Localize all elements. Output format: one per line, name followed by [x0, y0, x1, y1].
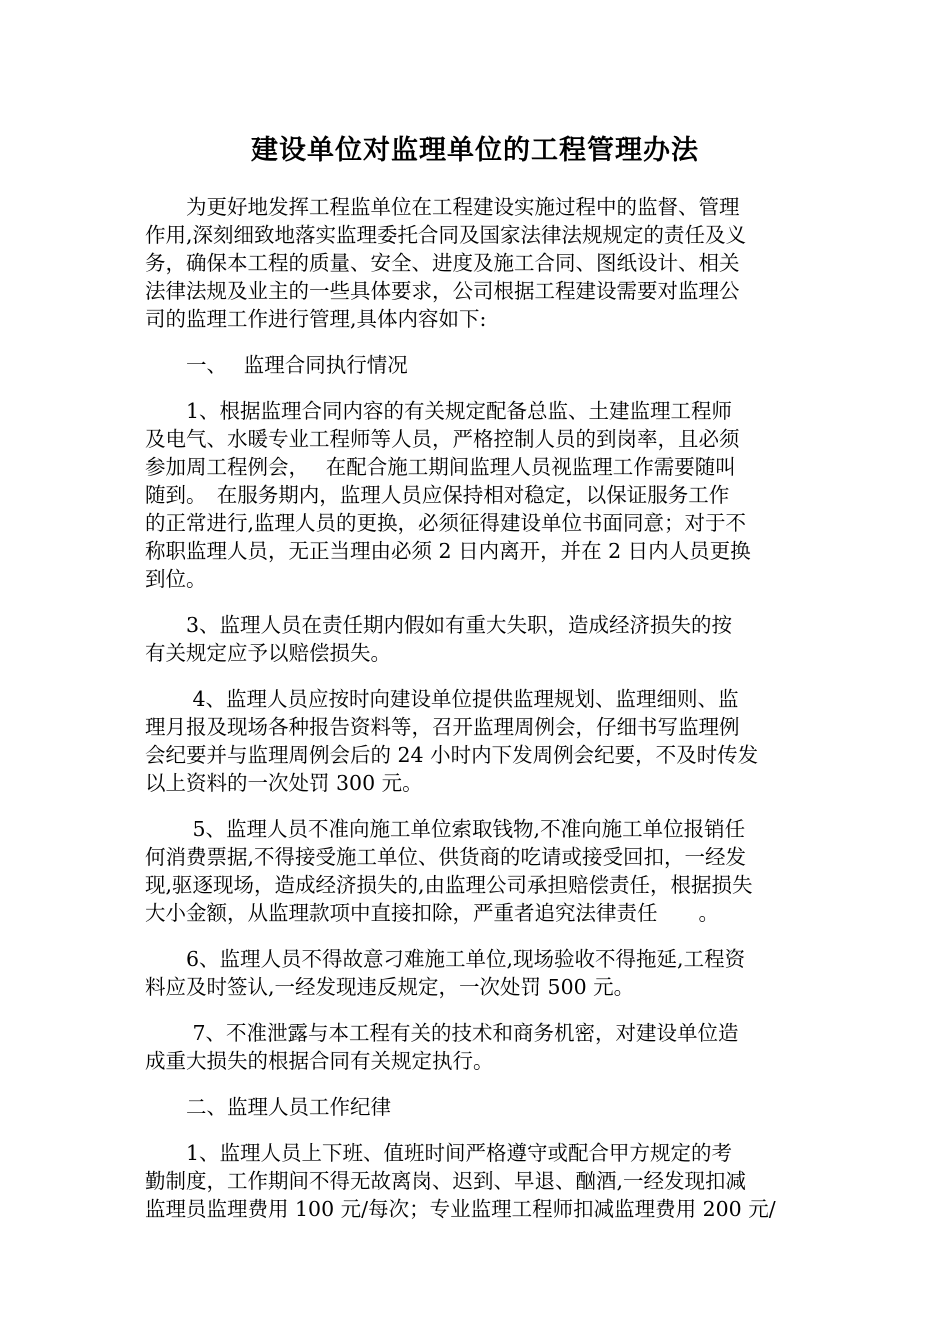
body-line: 为更好地发挥工程监单位在工程建设实施过程中的监督、管理 — [145, 195, 740, 219]
body-line: 5、监理人员不准向施工单位索取钱物,不准向施工单位报销任 — [145, 817, 746, 841]
document-title: 建设单位对监理单位的工程管理办法 — [251, 135, 699, 166]
body-line: 1、监理人员上下班、值班时间严格遵守或配合甲方规定的考 — [145, 1141, 733, 1165]
body-line: 法律法规及业主的一些具体要求，公司根据工程建设需要对监理公 — [145, 279, 740, 303]
body-line: 何消费票据,不得接受施工单位、供货商的吃请或接受回扣，一经发 — [145, 845, 747, 869]
body-line: 随到。 在服务期内，监理人员应保持相对稳定，以保证服务工作 — [145, 483, 730, 507]
body-line: 司的监理工作进行管理,具体内容如下: — [145, 307, 487, 331]
body-line: 6、监理人员不得故意刁难施工单位,现场验收不得拖延,工程资 — [145, 947, 746, 971]
body-line: 以上资料的一次处罚 300 元。 — [145, 771, 423, 795]
body-line: 到位。 — [145, 567, 207, 591]
body-line: 现,驱逐现场，造成经济损失的,由监理公司承担赔偿责任，根据损失 — [145, 873, 753, 897]
body-line: 1、根据监理合同内容的有关规定配备总监、土建监理工程师 — [145, 399, 733, 423]
body-line: 称职监理人员，无正当理由必须 2 日内离开，并在 2 日内人员更换 — [145, 539, 751, 563]
section-heading: 二、监理人员工作纪律 — [145, 1095, 391, 1119]
body-line: 4、监理人员应按时向建设单位提供监理规划、监理细则、监 — [145, 687, 739, 711]
body-line: 会纪要并与监理周例会后的 24 小时内下发周例会纪要，不及时传发 — [145, 743, 759, 767]
body-line: 有关规定应予以赔偿损失。 — [145, 641, 391, 665]
body-line: 务，确保本工程的质量、安全、进度及施工合同、图纸设计、相关 — [145, 251, 740, 275]
body-line: 成重大损失的根据合同有关规定执行。 — [145, 1049, 494, 1073]
body-line: 监理员监理费用 100 元/每次；专业监理工程师扣减监理费用 200 元/ — [145, 1197, 776, 1221]
body-line: 的正常进行,监理人员的更换，必须征得建设单位书面同意；对于不 — [145, 511, 747, 535]
body-line: 大小金额，从监理款项中直接扣除，严重者追究法律责任 。 — [145, 901, 719, 925]
body-line: 作用,深刻细致地落实监理委托合同及国家法律法规规定的责任及义 — [145, 223, 747, 247]
body-line: 料应及时签认,一经发现违反规定，一次处罚 500 元。 — [145, 975, 635, 999]
body-line: 理月报及现场各种报告资料等，召开监理周例会，仔细书写监理例 — [145, 715, 740, 739]
body-line: 3、监理人员在责任期内假如有重大失职，造成经济损失的按 — [145, 613, 733, 637]
body-line: 参加周工程例会， 在配合施工期间监理人员视监理工作需要随叫 — [145, 455, 736, 479]
body-line: 7、不准泄露与本工程有关的技术和商务机密，对建设单位造 — [145, 1021, 739, 1045]
body-line: 及电气、水暖专业工程师等人员，严格控制人员的到岗率，且必须 — [145, 427, 740, 451]
section-heading: 一、 监理合同执行情况 — [145, 353, 408, 377]
body-line: 勤制度，工作期间不得无故离岗、迟到、早退、酗酒,一经发现扣减 — [145, 1169, 747, 1193]
